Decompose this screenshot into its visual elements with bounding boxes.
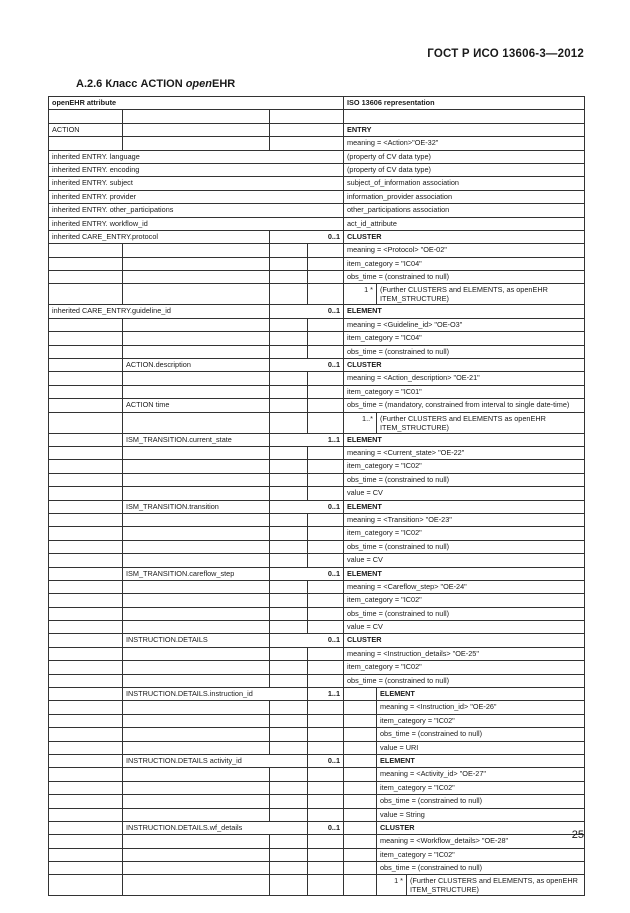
table-row <box>49 359 585 372</box>
cell-attr: INSTRUCTION.DETAILS <box>123 634 270 647</box>
cell-multiplicity: 0..1 <box>270 634 344 647</box>
table-row <box>49 540 585 553</box>
table-row <box>49 821 585 834</box>
cell-value: value = CV <box>344 621 585 634</box>
header-cell-iso: ISO 13606 representation <box>344 97 585 110</box>
table-row <box>49 688 585 701</box>
cell-repr: subject_of_information association <box>344 177 585 190</box>
cell-type: CLUSTER <box>344 634 585 647</box>
cell-multiplicity: 0..1 <box>308 821 344 834</box>
cell-attr: ISM_TRANSITION.careflow_step <box>123 567 270 580</box>
cell-further: (Further CLUSTERS and ELEMENTS, as openEHR ITEM_STRUCTURE) <box>377 284 585 305</box>
cell-attr: inherited ENTRY. workflow_id <box>49 217 344 230</box>
table-row <box>49 433 585 446</box>
cell-value: value = URI <box>377 741 585 754</box>
cell-meaning: meaning = <Current_state> "OE-22" <box>344 446 585 459</box>
table-row <box>49 190 585 203</box>
table-row <box>49 204 585 217</box>
table-row <box>49 473 585 486</box>
table-row <box>49 244 585 257</box>
table-row <box>49 460 585 473</box>
table-row <box>49 513 585 526</box>
table-row <box>49 808 585 821</box>
table-row <box>49 110 585 123</box>
section-label: Класс ACTION <box>105 78 183 90</box>
cell-meaning: meaning = <Transition> "OE-23" <box>344 513 585 526</box>
cell-multiplicity: 0..1 <box>270 230 344 243</box>
cell-category: item_category = "IC02" <box>377 781 585 794</box>
table-row <box>49 741 585 754</box>
cell-action: ACTION <box>49 123 123 136</box>
table-row <box>49 661 585 674</box>
cell-obs-time: obs_time = (constrained to null) <box>344 607 585 620</box>
cell-multiplicity: 0..1 <box>270 359 344 372</box>
cell-category: item_category = "IC02" <box>344 527 585 540</box>
cell-obs-time: obs_time = (constrained to null) <box>344 345 585 358</box>
cell-repr: (property of CV data type) <box>344 150 585 163</box>
cell-category: item_category = "IC02" <box>377 714 585 727</box>
table-row <box>49 385 585 398</box>
cell-attr: ACTION.description <box>123 359 270 372</box>
cell-attr: inherited ENTRY. other_participations <box>49 204 344 217</box>
table-row <box>49 217 585 230</box>
cell-category: item_category = "IC02" <box>344 661 585 674</box>
cell-meaning: meaning = <Instruction_id> "OE-26" <box>377 701 585 714</box>
cell-repr: information_provider association <box>344 190 585 203</box>
cell-attr: INSTRUCTION.DETAILS activity_id <box>123 754 308 767</box>
table-row <box>49 150 585 163</box>
table-row <box>49 230 585 243</box>
table-header-row <box>49 97 585 110</box>
cell-multiplicity: 0..1 <box>308 754 344 767</box>
table-row <box>49 768 585 781</box>
cell-attr: ACTION time <box>123 399 270 412</box>
cell-type: ELEMENT <box>377 688 585 701</box>
cell-further: (Further CLUSTERS and ELEMENTS, as openEHR ITEM_STRUCTURE) <box>407 875 585 896</box>
cell-attr: inherited CARE_ENTRY.protocol <box>49 230 270 243</box>
table-row <box>49 580 585 593</box>
cell-value: value = String <box>377 808 585 821</box>
table-row <box>49 607 585 620</box>
cell-category: item_category = "IC02" <box>377 848 585 861</box>
table-row <box>49 634 585 647</box>
table-row <box>49 284 585 305</box>
table-row <box>49 527 585 540</box>
cell-attr: inherited ENTRY. provider <box>49 190 344 203</box>
cell-multiplicity: 0..1 <box>270 500 344 513</box>
cell-meaning: meaning = <Action>"OE-32" <box>344 137 585 150</box>
standard-header: ГОСТ Р ИСО 13606-3—2012 <box>427 48 584 60</box>
cell-multiplicity: 1 * <box>377 875 407 896</box>
header-cell-openehr: openEHR attribute <box>49 97 344 110</box>
cell-attr: INSTRUCTION.DETAILS.instruction_id <box>123 688 308 701</box>
cell-type: CLUSTER <box>344 230 585 243</box>
cell-type: ELEMENT <box>344 433 585 446</box>
cell-multiplicity: 1..* <box>344 412 377 433</box>
table-row <box>49 500 585 513</box>
cell-category: item_category = "IC02" <box>344 460 585 473</box>
cell-meaning: meaning = <Action_description> "OE-21" <box>344 372 585 385</box>
table-row <box>49 257 585 270</box>
cell-obs-time: obs_time = (constrained to null) <box>344 473 585 486</box>
table-row <box>49 674 585 687</box>
cell-category: item_category = "IC02" <box>344 594 585 607</box>
table-row <box>49 271 585 284</box>
table-row <box>49 862 585 875</box>
cell-category: item_category = "IC01" <box>344 385 585 398</box>
table-row <box>49 728 585 741</box>
cell-obs-time: obs_time = (constrained to null) <box>377 862 585 875</box>
cell-multiplicity: 1..1 <box>270 433 344 446</box>
section-title <box>76 78 235 90</box>
table-row <box>49 318 585 331</box>
cell-type: ELEMENT <box>377 754 585 767</box>
cell-value: value = CV <box>344 487 585 500</box>
cell-attr: ISM_TRANSITION.current_state <box>123 433 270 446</box>
table-row <box>49 372 585 385</box>
table-row <box>49 305 585 318</box>
table-row <box>49 795 585 808</box>
page-number: 25 <box>571 829 584 841</box>
cell-attr: ISM_TRANSITION.transition <box>123 500 270 513</box>
cell-type: ELEMENT <box>344 500 585 513</box>
section-italic: open <box>185 78 212 90</box>
table-row <box>49 848 585 861</box>
cell-category: item_category = "IC04" <box>344 257 585 270</box>
cell-entry: ENTRY <box>344 123 585 136</box>
cell-meaning: meaning = <Instruction_details> "OE-25" <box>344 647 585 660</box>
cell-attr: inherited ENTRY. language <box>49 150 344 163</box>
cell-value: value = CV <box>344 554 585 567</box>
cell-type: ELEMENT <box>344 305 585 318</box>
table-row <box>49 332 585 345</box>
table-row <box>49 714 585 727</box>
table-row <box>49 554 585 567</box>
table-row <box>49 137 585 150</box>
cell-meaning: meaning = <Careflow_step> "OE-24" <box>344 580 585 593</box>
table-row <box>49 594 585 607</box>
cell-meaning: meaning = <Activity_id> "OE-27" <box>377 768 585 781</box>
cell-obs-time: obs_time = (constrained to null) <box>344 674 585 687</box>
cell-category: item_category = "IC04" <box>344 332 585 345</box>
cell-meaning: meaning = <Guideline_id> "OE-O3" <box>344 318 585 331</box>
cell-attr: inherited CARE_ENTRY.guideline_id <box>49 305 270 318</box>
cell-obs-time: obs_time = (constrained to null) <box>377 728 585 741</box>
cell-repr: act_id_attribute <box>344 217 585 230</box>
cell-further: (Further CLUSTERS and ELEMENTS as openEHR ITEM_STRUCTURE) <box>377 412 585 433</box>
table-row <box>49 177 585 190</box>
table-row <box>49 412 585 433</box>
cell-multiplicity: 0..1 <box>270 305 344 318</box>
table-row <box>49 446 585 459</box>
table-row <box>49 754 585 767</box>
table-row <box>49 621 585 634</box>
cell-type: ELEMENT <box>344 567 585 580</box>
table-row <box>49 781 585 794</box>
cell-multiplicity: 1..1 <box>308 688 344 701</box>
cell-attr: inherited ENTRY. encoding <box>49 163 344 176</box>
table-row <box>49 647 585 660</box>
table-row <box>49 399 585 412</box>
cell-type: CLUSTER <box>377 821 585 834</box>
cell-repr: other_participations association <box>344 204 585 217</box>
cell-multiplicity: 1 * <box>344 284 377 305</box>
table-row <box>49 701 585 714</box>
section-suffix: EHR <box>211 78 236 90</box>
table-row <box>49 567 585 580</box>
cell-obs-time: obs_time = (constrained to null) <box>344 271 585 284</box>
cell-meaning: meaning = <Protocol> "OE-02" <box>344 244 585 257</box>
table-row <box>49 487 585 500</box>
cell-attr: inherited ENTRY. subject <box>49 177 344 190</box>
section-number: А.2.6 <box>76 78 103 90</box>
table-row <box>49 345 585 358</box>
cell-attr: INSTRUCTION.DETAILS.wf_details <box>123 821 308 834</box>
table-row <box>49 835 585 848</box>
cell-repr: (property of CV data type) <box>344 163 585 176</box>
table-row <box>49 875 585 896</box>
cell-obs-time: obs_time = (constrained to null) <box>344 540 585 553</box>
mapping-table <box>48 96 585 896</box>
cell-multiplicity: 0..1 <box>270 567 344 580</box>
table-row <box>49 163 585 176</box>
cell-obs-time: obs_time = (constrained to null) <box>377 795 585 808</box>
cell-obs-time: obs_time = (mandatory, constrained from interval to single date-time) <box>344 399 585 412</box>
table-row <box>49 123 585 136</box>
cell-meaning: meaning = <Workflow_details> "OE-28" <box>377 835 585 848</box>
cell-type: CLUSTER <box>344 359 585 372</box>
